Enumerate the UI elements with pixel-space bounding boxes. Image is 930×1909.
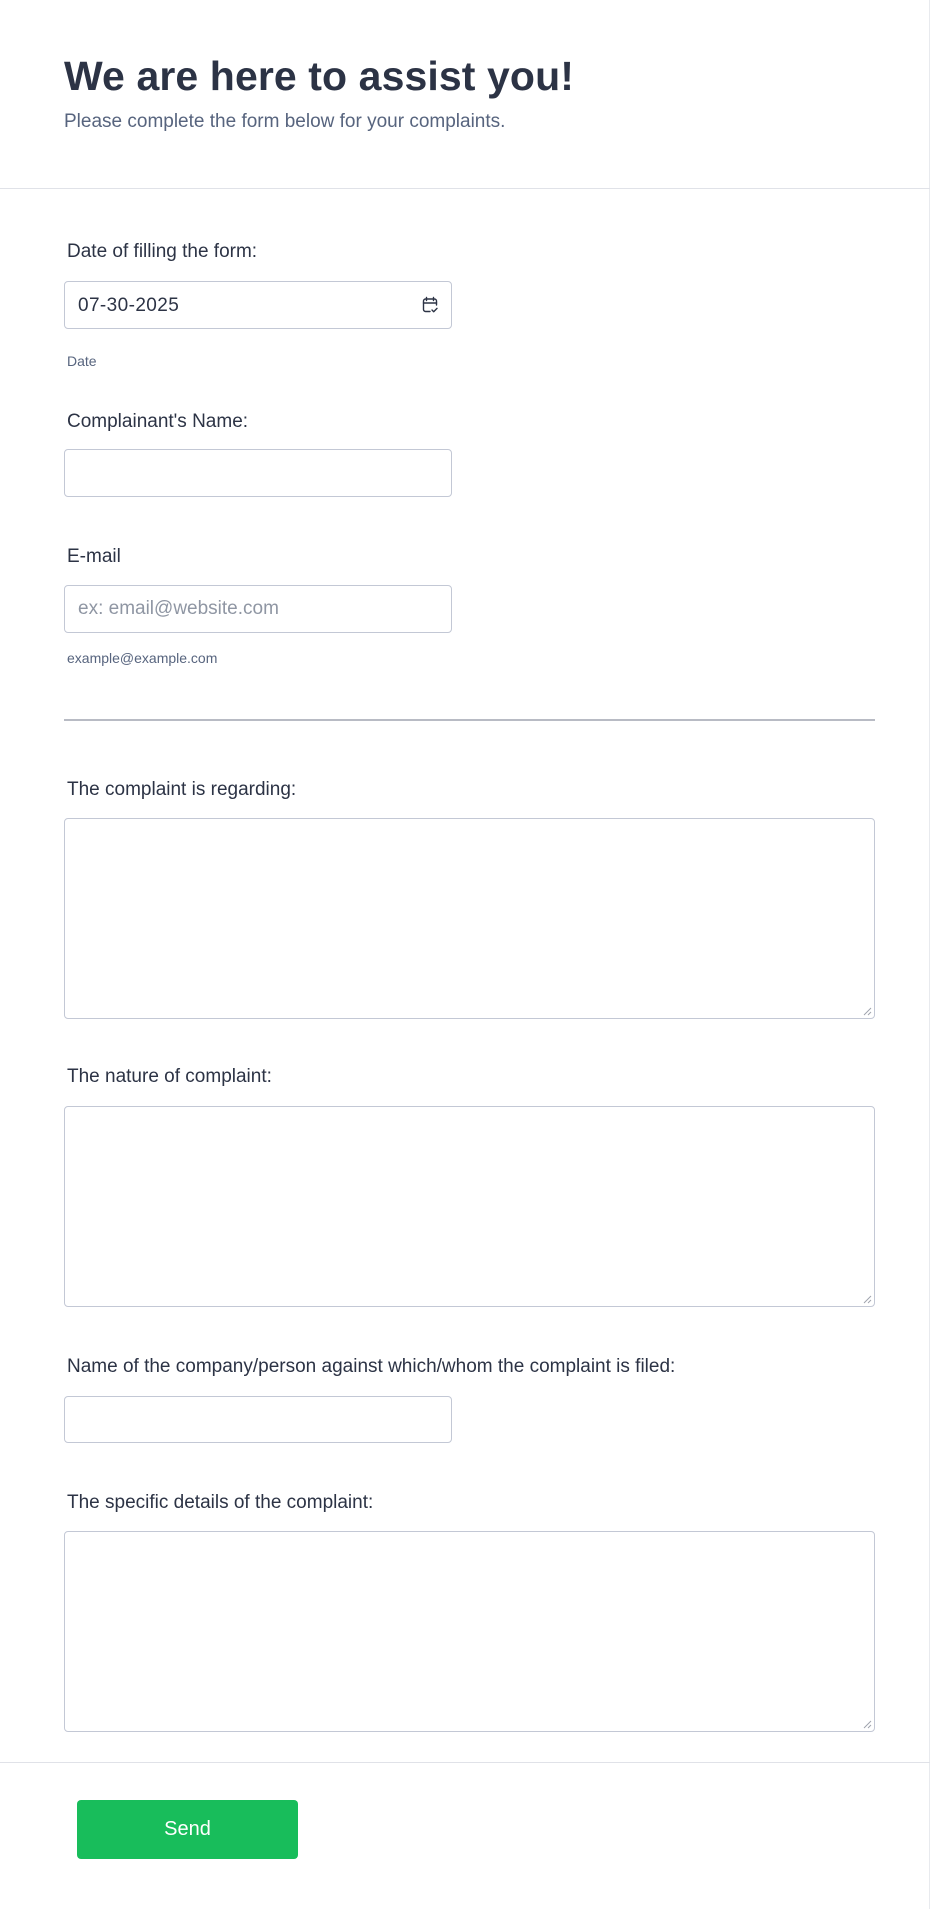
footer-divider [0, 1762, 930, 1763]
email-sublabel: example@example.com [67, 650, 218, 666]
section-divider [64, 719, 875, 721]
resize-grip-icon[interactable] [862, 1719, 872, 1729]
resize-grip-icon[interactable] [862, 1294, 872, 1304]
date-value: 07-30-2025 [78, 295, 180, 316]
email-label: E-mail [67, 546, 121, 567]
nature-label: The nature of complaint: [67, 1066, 272, 1087]
send-button[interactable]: Send [77, 1800, 298, 1859]
complainant-name-input[interactable] [64, 449, 452, 497]
nature-textarea[interactable] [64, 1106, 875, 1307]
page-title: We are here to assist you! [64, 53, 574, 99]
complaint-regarding-label: The complaint is regarding: [67, 779, 297, 800]
resize-grip-icon[interactable] [862, 1006, 872, 1016]
against-label: Name of the company/person against which/whom the complaint is filed: [67, 1356, 676, 1377]
complaint-regarding-textarea[interactable] [64, 818, 875, 1019]
details-textarea[interactable] [64, 1531, 875, 1732]
header-divider [0, 188, 930, 189]
calendar-check-icon[interactable] [421, 296, 439, 314]
email-input[interactable] [64, 585, 452, 633]
date-input[interactable] [64, 281, 452, 329]
date-label: Date of filling the form: [67, 241, 258, 262]
date-sublabel: Date [67, 353, 97, 369]
details-label: The specific details of the complaint: [67, 1492, 374, 1513]
page-subtitle: Please complete the form below for your complaints. [64, 111, 506, 132]
against-input[interactable] [64, 1396, 452, 1443]
complainant-name-label: Complainant's Name: [67, 411, 249, 432]
